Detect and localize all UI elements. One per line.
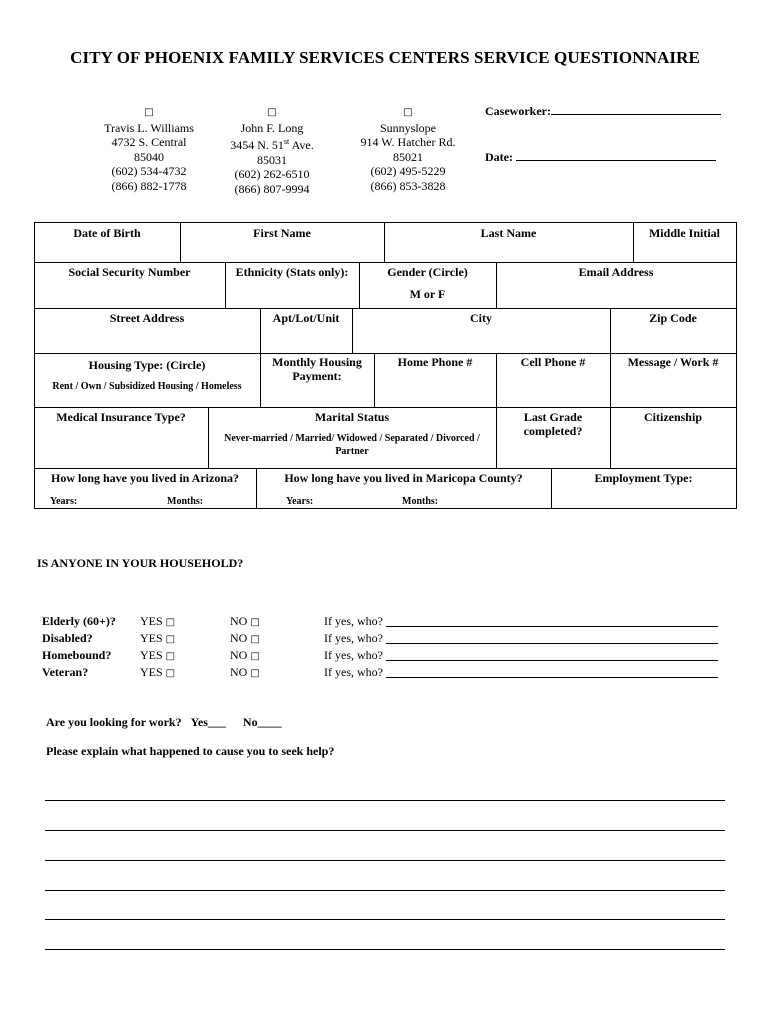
if-yes-input[interactable] (386, 643, 718, 644)
checkbox-icon: □ (165, 634, 176, 645)
center-name: Sunnyslope (379, 120, 436, 135)
center-street: 914 W. Hatcher Rd. (360, 135, 456, 150)
explain-line[interactable] (45, 800, 725, 801)
yes-option[interactable]: YES □ (140, 648, 176, 662)
center-sunnyslope (345, 104, 471, 194)
city-label: City (470, 311, 492, 325)
checkbox-icon[interactable]: □ (144, 107, 154, 118)
date-field (485, 150, 716, 165)
gender-options[interactable]: M or F (409, 287, 446, 301)
center-travis-williams (88, 104, 210, 194)
last-name-label: Last Name (480, 226, 537, 240)
household-question: Disabled? (42, 631, 93, 645)
housing-type-label: Housing Type: (Circle) (88, 358, 206, 372)
center-phone: (602) 534-4732 (111, 164, 187, 179)
checkbox-icon[interactable]: □ (403, 107, 413, 118)
date-label: Date: (485, 150, 513, 164)
medical-insurance-label: Medical Insurance Type? (56, 410, 186, 424)
no-option[interactable]: NO □ (230, 614, 260, 628)
if-yes-input[interactable] (386, 660, 718, 661)
caseworker-label: Caseworker: (485, 104, 551, 118)
employment-type-label: Employment Type: (594, 471, 693, 485)
explain-line[interactable] (45, 890, 725, 891)
center-phone: (602) 262-6510 (234, 167, 310, 182)
page-title: CITY OF PHOENIX FAMILY SERVICES CENTERS SERVICE QUESTIONNAIRE (70, 48, 700, 67)
household-question: Elderly (60+)? (42, 614, 116, 628)
marital-options[interactable]: Never-married / Married/ Widowed / Separated / Divorced / Partner (224, 433, 480, 457)
work-yes-option[interactable]: Yes___ (190, 715, 226, 729)
no-option[interactable]: NO □ (230, 648, 260, 662)
center-tollfree: (866) 853-3828 (370, 178, 446, 193)
center-john-long (212, 104, 332, 197)
center-zip: 85040 (134, 149, 164, 164)
citizenship-label: Citizenship (643, 410, 702, 424)
dob-label: Date of Birth (73, 226, 141, 240)
if-yes-field: If yes, who? (324, 648, 718, 663)
center-name: John F. Long (240, 120, 304, 135)
cell-phone-label: Cell Phone # (520, 355, 586, 369)
yes-option[interactable]: YES □ (140, 614, 176, 628)
no-option[interactable]: NO □ (230, 665, 260, 679)
date-input[interactable] (516, 160, 716, 161)
no-option[interactable]: NO □ (230, 631, 260, 645)
work-question-row (46, 715, 282, 730)
explain-line[interactable] (45, 830, 725, 831)
home-phone-label: Home Phone # (397, 355, 473, 369)
household-row-homebound (42, 648, 732, 665)
household-heading: IS ANYONE IN YOUR HOUSEHOLD? (37, 556, 244, 570)
explain-line[interactable] (45, 860, 725, 861)
household-question: Veteran? (42, 665, 89, 679)
checkbox-icon: □ (250, 634, 260, 645)
caseworker-field (485, 104, 721, 119)
center-zip: 85031 (257, 152, 287, 167)
middle-initial-label: Middle Initial (648, 226, 720, 240)
first-name-label: First Name (253, 226, 311, 240)
checkbox-icon: □ (165, 668, 176, 679)
household-row-elderly (42, 614, 732, 631)
zip-label: Zip Code (649, 311, 697, 325)
maricopa-years-label: Years: (286, 496, 314, 507)
if-yes-field: If yes, who? (324, 665, 718, 680)
checkbox-icon: □ (165, 651, 176, 662)
arizona-months-label: Months: (167, 496, 204, 507)
center-zip: 85021 (393, 149, 423, 164)
housing-options[interactable]: Rent / Own / Subsidized Housing / Homeless (52, 381, 242, 392)
center-street: 3454 N. 51st Ave. (230, 137, 314, 153)
yes-option[interactable]: YES □ (140, 631, 176, 645)
center-phone: (602) 495-5229 (370, 164, 446, 179)
if-yes-input[interactable] (386, 626, 718, 627)
checkbox-icon: □ (250, 651, 260, 662)
last-grade-label: Last Grade completed? (523, 410, 583, 438)
ethnicity-label: Ethnicity (Stats only): (235, 265, 349, 279)
apt-label: Apt/Lot/Unit (272, 311, 340, 325)
checkbox-icon[interactable]: □ (267, 107, 277, 118)
maricopa-months-label: Months: (402, 496, 439, 507)
if-yes-input[interactable] (386, 677, 718, 678)
center-street: 4732 S. Central (111, 135, 187, 150)
checkbox-icon: □ (250, 617, 260, 628)
checkbox-icon: □ (165, 617, 176, 628)
center-tollfree: (866) 807-9994 (234, 181, 310, 196)
arizona-time-label: How long have you lived in Arizona? (50, 471, 240, 485)
if-yes-field: If yes, who? (324, 631, 718, 646)
household-question: Homebound? (42, 648, 112, 662)
if-yes-field: If yes, who? (324, 614, 718, 629)
yes-option[interactable]: YES □ (140, 665, 176, 679)
checkbox-icon: □ (250, 668, 260, 679)
work-no-option[interactable]: No____ (242, 715, 282, 729)
message-phone-label: Message / Work # (627, 355, 719, 369)
explain-line[interactable] (45, 949, 725, 950)
gender-label: Gender (Circle) (387, 265, 468, 279)
explain-line[interactable] (45, 919, 725, 920)
ssn-label: Social Security Number (68, 265, 191, 279)
street-address-label: Street Address (109, 311, 185, 325)
center-name: Travis L. Williams (104, 120, 194, 135)
personal-info-grid (34, 222, 737, 509)
marital-status-label: Marital Status (314, 410, 390, 424)
maricopa-time-label: How long have you lived in Maricopa County? (284, 471, 523, 485)
center-tollfree: (866) 882-1778 (111, 178, 187, 193)
explain-prompt: Please explain what happened to cause you to seek help? (46, 744, 335, 758)
monthly-housing-label: Monthly Housing Payment: (272, 355, 362, 383)
household-list (42, 614, 732, 682)
caseworker-input[interactable] (551, 114, 721, 115)
work-question: Are you looking for work? (46, 715, 182, 729)
household-row-disabled (42, 631, 732, 648)
email-label: Email Address (578, 265, 654, 279)
arizona-years-label: Years: (50, 496, 78, 507)
household-row-veteran (42, 665, 732, 682)
